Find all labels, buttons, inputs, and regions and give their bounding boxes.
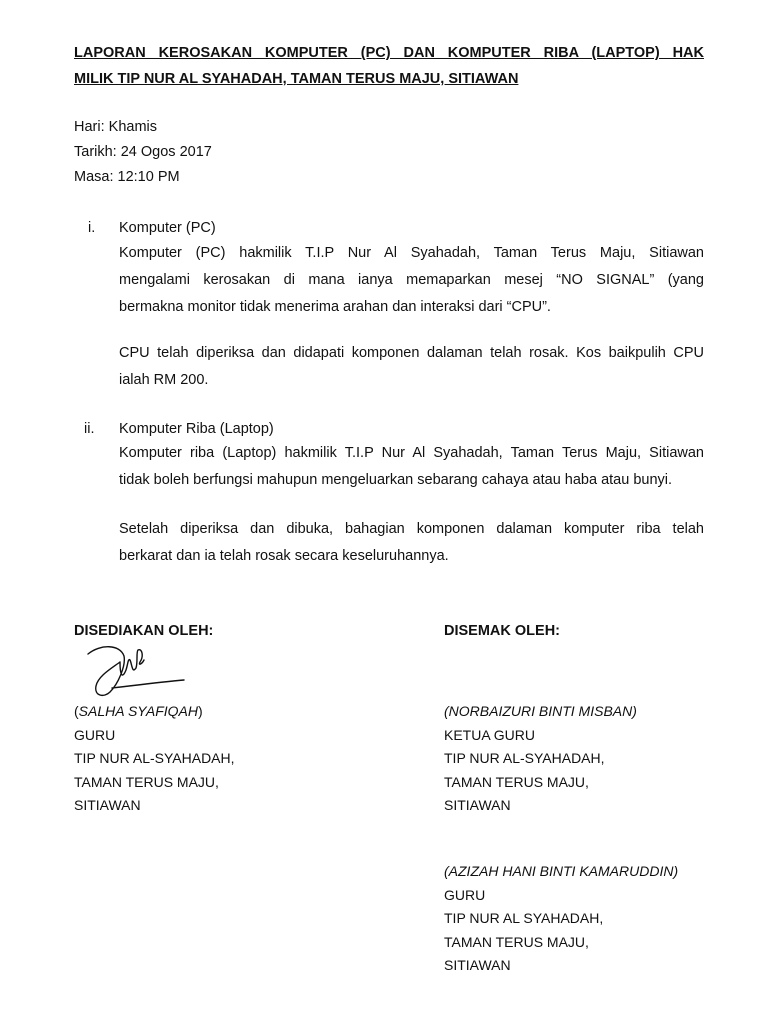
section-heading-pc: Komputer (PC) [119, 220, 216, 236]
checked-town: SITIAWAN [444, 797, 511, 813]
third-address: TAMAN TERUS MAJU, [444, 933, 589, 950]
section-pc-paragraph-1 [119, 240, 704, 321]
prepared-school: TIP NUR AL-SYAHADAH, [74, 750, 235, 766]
checked-address: TAMAN TERUS MAJU, [444, 773, 589, 790]
report-title [74, 40, 704, 92]
third-school: TIP NUR AL SYAHADAH, [444, 910, 604, 926]
title-line-2: MILIK TIP NUR AL SYAHADAH, TAMAN TERUS MAJU, SITIAWAN [74, 71, 519, 87]
prepared-name [74, 700, 235, 724]
checked-name: (NORBAIZURI BINTI MISBAN) [444, 703, 637, 719]
meta-hari: Hari: Khamis [74, 119, 157, 135]
section-number-1: i. [88, 220, 96, 236]
checked-school: TIP NUR AL-SYAHADAH, [444, 750, 605, 766]
paragraph-line: Setelah diperiksa dan dibuka, bahagian komponen dalaman komputer riba telah [119, 521, 704, 537]
third-name: (AZIZAH HANI BINTI KAMARUDDIN) [444, 863, 679, 879]
section-laptop-paragraph-2 [119, 516, 704, 570]
paren-close: ) [197, 703, 203, 719]
paragraph-line: berkarat dan ia telah rosak secara keseluruhannya. [119, 548, 449, 564]
prepared-by-block [74, 700, 235, 818]
checked-by-label: DISEMAK OLEH: [444, 623, 560, 639]
third-role: GURU [444, 886, 486, 903]
handwritten-signature [80, 640, 190, 700]
third-town: SITIAWAN [444, 957, 511, 973]
paragraph-line: mengalami kerosakan di mana ianya memaparkan mesej “NO SIGNAL” (yang [119, 272, 704, 288]
checked-role: KETUA GURU [444, 726, 536, 743]
prepared-address: TAMAN TERUS MAJU, [74, 773, 219, 790]
meta-tarikh: Tarikh: 24 Ogos 2017 [74, 144, 212, 160]
checked-by-block [444, 700, 637, 818]
paragraph-line: ialah RM 200. [119, 372, 209, 388]
prepared-by-label: DISEDIAKAN OLEH: [74, 623, 214, 639]
paragraph-line: bermakna monitor tidak menerima arahan dan interaksi dari “CPU”. [119, 299, 551, 315]
paragraph-line: Komputer riba (Laptop) hakmilik T.I.P Nur Al Syahadah, Taman Terus Maju, Sitiawan [119, 445, 704, 461]
section-heading-laptop: Komputer Riba (Laptop) [119, 421, 274, 437]
paragraph-line: tidak boleh berfungsi mahupun mengeluarkan sebarang cahaya atau haba atau bunyi. [119, 472, 673, 488]
section-laptop-paragraph-1 [119, 440, 704, 494]
paragraph-line: CPU telah diperiksa dan didapati komponen dalaman telah rosak. Kos baikpulih CPU [119, 345, 704, 361]
section-number-2: ii. [84, 421, 95, 437]
third-signatory-block [444, 860, 678, 978]
title-line-1: LAPORAN KEROSAKAN KOMPUTER (PC) DAN KOMPUTER RIBA (LAPTOP) HAK [74, 45, 704, 61]
prepared-role: GURU [74, 726, 116, 743]
prepared-town: SITIAWAN [74, 797, 141, 813]
paren-open: ( [74, 703, 79, 719]
meta-masa: Masa: 12:10 PM [74, 169, 180, 185]
prepared-name-text: SALHA SYAFIQAH [78, 703, 198, 719]
paragraph-line: Komputer (PC) hakmilik T.I.P Nur Al Syahadah, Taman Terus Maju, Sitiawan [119, 245, 704, 261]
section-pc-paragraph-2 [119, 340, 704, 394]
